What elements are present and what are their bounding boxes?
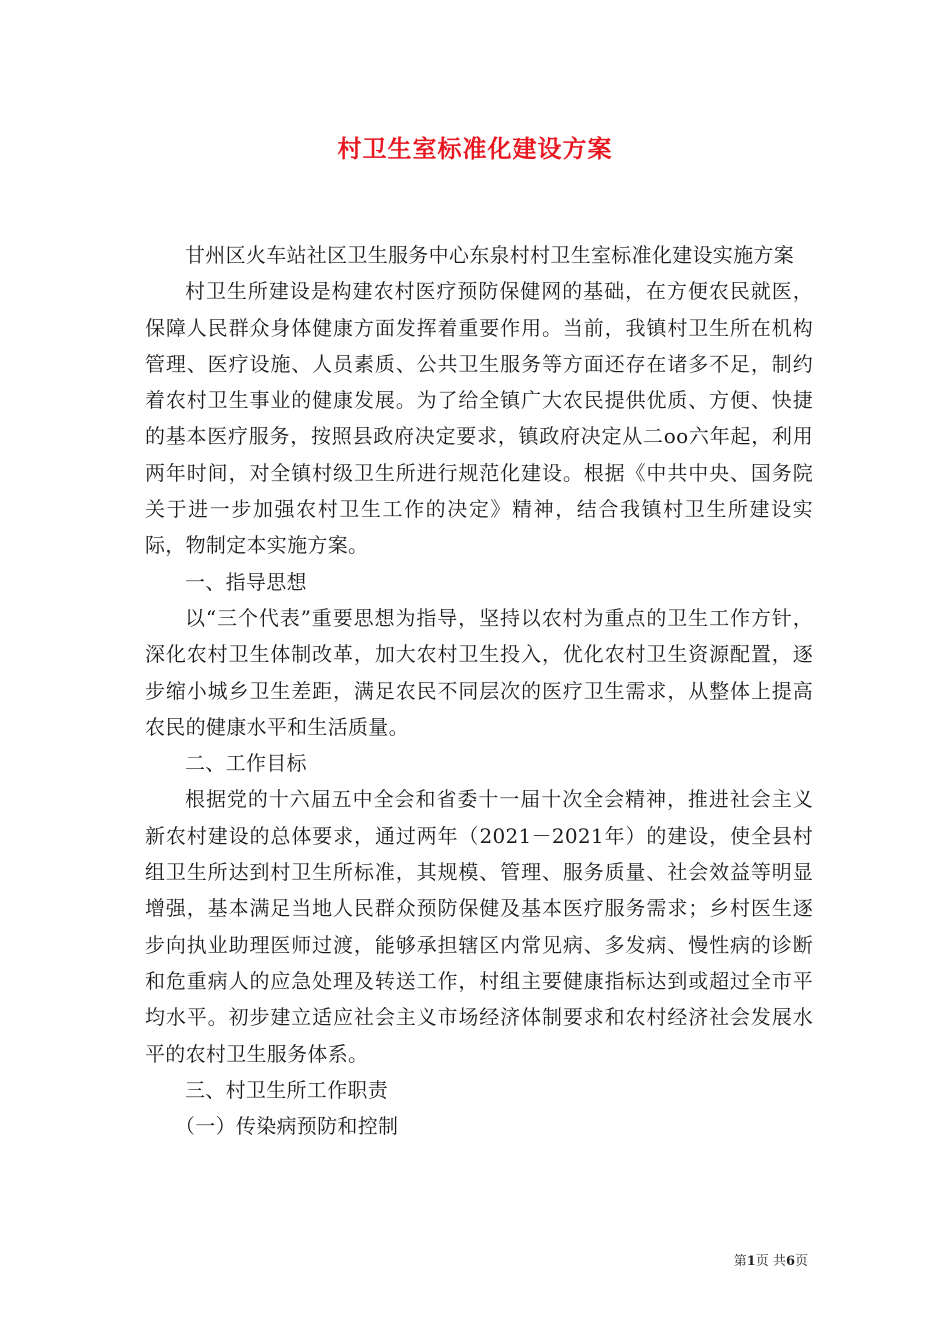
footer-total-pages: 6 [785,1254,795,1269]
footer-page-number: 1 [746,1254,756,1269]
footer-suffix: 页 [794,1254,808,1269]
footer-middle: 页 共 [755,1254,786,1269]
footer-prefix: 第 [733,1254,747,1269]
paragraph-work-goals: 根据党的十六届五中全会和省委十一届十次全会精神，推进社会主义新农村建设的总体要求，通过两年（2021－2021年）的建设，使全县村组卫生所达到村卫生所标准，其规模、管理、服务质量、社会效益等明显增强，基本满足当地人民群众预防保健及基本医疗服务需求；乡村医生逐步向执业助理医师过渡，能够承担辖区内常见病、多发病、慢性病的诊断和危重病人的应急处理及转送工作，村组主要健康指标达到或超过全市平均水平。初步建立适应社会主义市场经济体制要求和农村经济社会发展水平的农村卫生服务体系。 [145,787,813,1066]
paragraph-guiding-ideology: 以“三个代表”重要思想为指导，坚持以农村为重点的卫生工作方针，深化农村卫生体制改革，加大农村卫生投入，优化农村卫生资源配置，逐步缩小城乡卫生差距，满足农民不同层次的医疗卫生需求，从整体上提高农民的健康水平和生活质量。 [145,605,813,739]
document-title: 村卫生室标准化建设方案 [337,134,613,163]
document-body [145,237,813,1144]
paragraph-intro: 村卫生所建设是构建农村医疗预防保健网的基础，在方便农民就医，保障人民群众身体健康方面发挥着重要作用。当前，我镇村卫生所在机构管理、医疗设施、人员素质、公共卫生服务等方面还存在诸多不足，制约着农村卫生事业的健康发展。为了给全镇广大农民提供优质、方便、快捷的基本医疗服务，按照县政府决定要求，镇政府决定从二oo六年起，利用两年时间，对全镇村级卫生所进行规范化建设。根据《中共中央、国务院关于进一步加强农村卫生工作的决定》精神，结合我镇村卫生所建设实际，物制定本实施方案。 [145,279,813,558]
section-heading-work-goals: 二、工作目标 [185,751,307,776]
section-heading-responsibilities: 三、村卫生所工作职责 [185,1077,388,1102]
page-footer [734,1250,808,1269]
subsection-heading-disease-control: （一）传染病预防和控制 [175,1114,399,1139]
paragraph-subtitle: 甘州区火车站社区卫生服务中心东泉村村卫生室标准化建设实施方案 [185,243,794,267]
section-heading-guiding-ideology: 一、指导思想 [185,569,307,594]
